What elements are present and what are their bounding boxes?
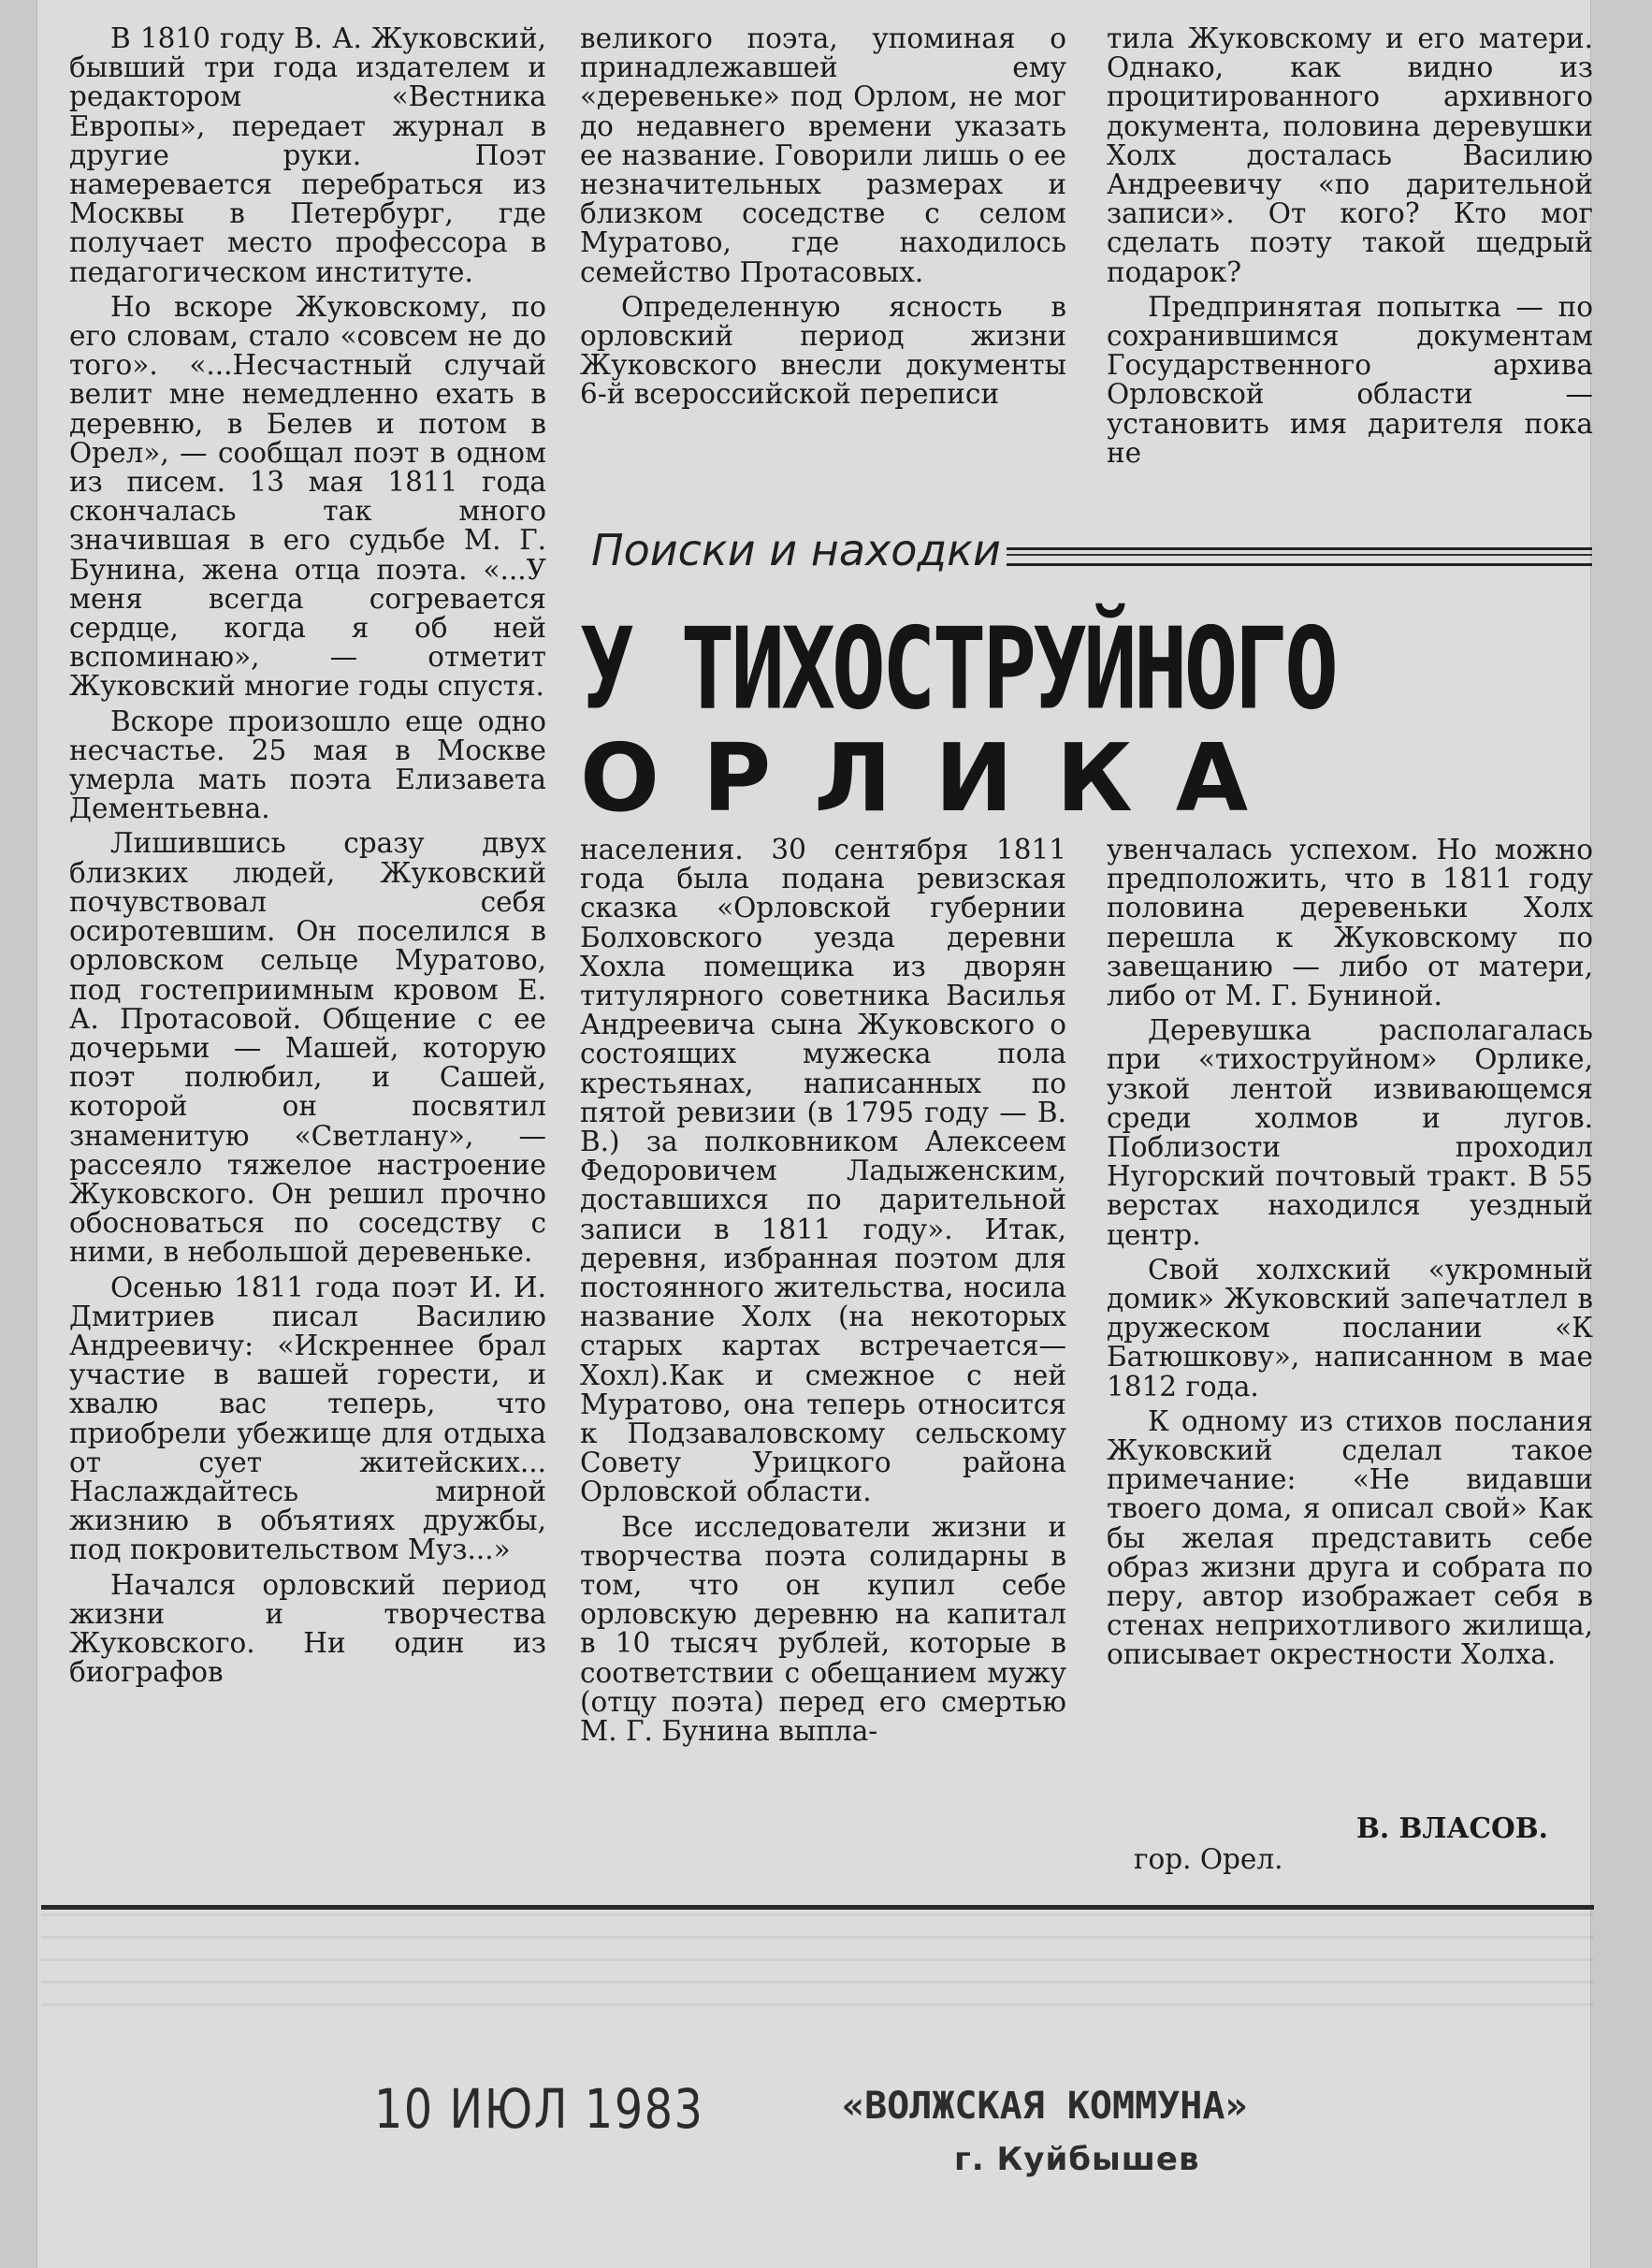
headline-line-2: ОРЛИКА xyxy=(580,723,1292,833)
paragraph: Определенную ясность в орловский период жизни Жуковского внесли документы 6-й всероссийской переписи xyxy=(580,290,1066,411)
newspaper-name-stamp: «ВОЛЖСКАЯ КОММУНА» xyxy=(842,2085,1248,2128)
paragraph: Но вскоре Жуковскому, по его словам, стало «совсем не до того». «...Несчастный случай велит мне немедленно ехать в деревню, в Белев и потом в Орел», — сообщал поэт в одном из писем. 13 мая 1811 года скончалась так много значившая в его судьбе М. Г. Бунина, жена отца поэта. «...У меня всегда согревается сердце, когда я об ней вспоминаю», — отметит Жуковский многие годы спустя. xyxy=(69,290,546,703)
article-heading xyxy=(580,510,1590,833)
article-column-1 xyxy=(69,24,546,1802)
paragraph: увенчалась успехом. Но можно предположить, что в 1811 году половина деревеньки Холх перешла к Жуковскому по завещанию — либо от матери, либо от М. Г. Буниной. xyxy=(1107,834,1593,1012)
rubric-title: Поиски и находки xyxy=(591,525,1001,575)
article-column-2-top xyxy=(580,24,1066,511)
paragraph: Начался орловский период жизни и творчества Жуковского. Ни один из биографов xyxy=(69,1568,546,1689)
paragraph: Предпринятая попытка — по сохранившимся документам Государственного архива Орловской области — установить имя дарителя пока не xyxy=(1107,290,1593,469)
paragraph: тила Жуковскому и его матери. Однако, как видно из процитированного архивного документа, половина деревушки Холх досталась Василию Андреевичу «по дарительной записи». От кого? Кто мог сделать поэту такой щедрый подарок? xyxy=(1107,22,1593,288)
author-signature: В. ВЛАСОВ. xyxy=(1356,1811,1548,1844)
rubric-row xyxy=(591,524,1592,576)
paragraph: населения. 30 сентября 1811 года была подана ревизская сказка «Орловской губернии Болховского уезда деревни Хохла помещика из дворян титулярного советника Василья Андреевича сына Жуковского о состоящих мужеска пола крестьянах, написанных по пятой ревизии (в 1795 году — В. В.) за полковником Алексеем Федоровичем Ладыженским, доставшихся по дарительной записи в 1811 году». Итак, деревня, избранная поэтом для постоянного жительства, носила название Холх (на некоторых старых картах встречается— Хохл).Как и смежное с ней Муратово, она теперь относится к Подзаваловскому сельскому Совету Урицкого района Орловской области. xyxy=(580,834,1066,1508)
author-city: гор. Орел. xyxy=(1134,1843,1283,1875)
newspaper-city-stamp: г. Куйбышев xyxy=(954,2141,1200,2178)
paragraph: Вскоре произошло еще одно несчастье. 25 мая в Москве умерла мать поэта Елизавета Дементьевна. xyxy=(69,705,546,825)
paragraph: Лишившись сразу двух близких людей, Жуковский почувствовал себя осиротевшим. Он поселился в орловском сельце Муратово, под гостеприимным кровом Е. А. Протасовой. Общение с ее дочерьми — Машей, которую поэт полюбил, и Сашей, которой он посвятил знаменитую «Светлану», — рассеяло тяжелое настроение Жуковского. Он решил прочно обосноваться по соседству с ними, в небольшой деревеньке. xyxy=(69,827,546,1269)
article-column-2-bottom xyxy=(580,836,1066,1865)
bottom-rule xyxy=(41,1905,1594,1910)
rubric-rule xyxy=(1007,547,1592,566)
article-column-3-top xyxy=(1107,24,1593,511)
paragraph: Осенью 1811 года поэт И. И. Дмитриев писал Василию Андреевичу: «Искреннее брал участие в вашей горести, и хвалю вас теперь, что приобрели убежище для отдыха от сует житейских... Наслаждайтесь мирной жизнию в объятиях дружбы, под покровительством Муз...» xyxy=(69,1271,546,1566)
paragraph: Все исследователи жизни и творчества поэта солидарны в том, что он купил себе орловскую деревню на капитал в 10 тысяч рублей, которые в соответствии с обещанием мужу (отцу поэта) перед его смертью М. Г. Бунина выпла- xyxy=(580,1510,1066,1748)
date-stamp: 10 ИЮЛ 1983 xyxy=(374,2077,704,2141)
article-column-3-bottom xyxy=(1107,836,1593,1865)
bleed-through-texture xyxy=(41,1913,1594,2007)
paragraph: К одному из стихов послания Жуковский сделал такое примечание: «Не видавши твоего дома, я описал свой» Как бы желая представить себе образ жизни друга и собрата по перу, автор изображает себя в стенах неприхотливого жилища, описывает окрестности Холха. xyxy=(1107,1404,1593,1671)
headline-line-1: У ТИХОСТРУЙНОГО xyxy=(580,603,1335,734)
paragraph: Свой холхский «укромный домик» Жуковский запечатлел в дружеском послании «К Батюшкову», написанном в мае 1812 года. xyxy=(1107,1253,1593,1403)
paragraph: великого поэта, упоминая о принадлежавшей ему «деревеньке» под Орлом, не мог до недавнего времени указать ее название. Говорили лишь о ее незначительных размерах и близком соседстве с селом Муратово, где находилось семейство Протасовых. xyxy=(580,22,1066,288)
paragraph: Деревушка располагалась при «тихоструйном» Орлике, узкой лентой извивающемся среди холмов и лугов. Поблизости проходил Нугорский почтовый тракт. В 55 верстах находился уездный центр. xyxy=(1107,1014,1593,1251)
paragraph: В 1810 году В. А. Жуковский, бывший три года издателем и редактором «Вестника Европы», передает журнал в другие руки. Поэт намеревается перебраться из Москвы в Петербург, где получает место профессора в педагогическом институте. xyxy=(69,22,546,288)
